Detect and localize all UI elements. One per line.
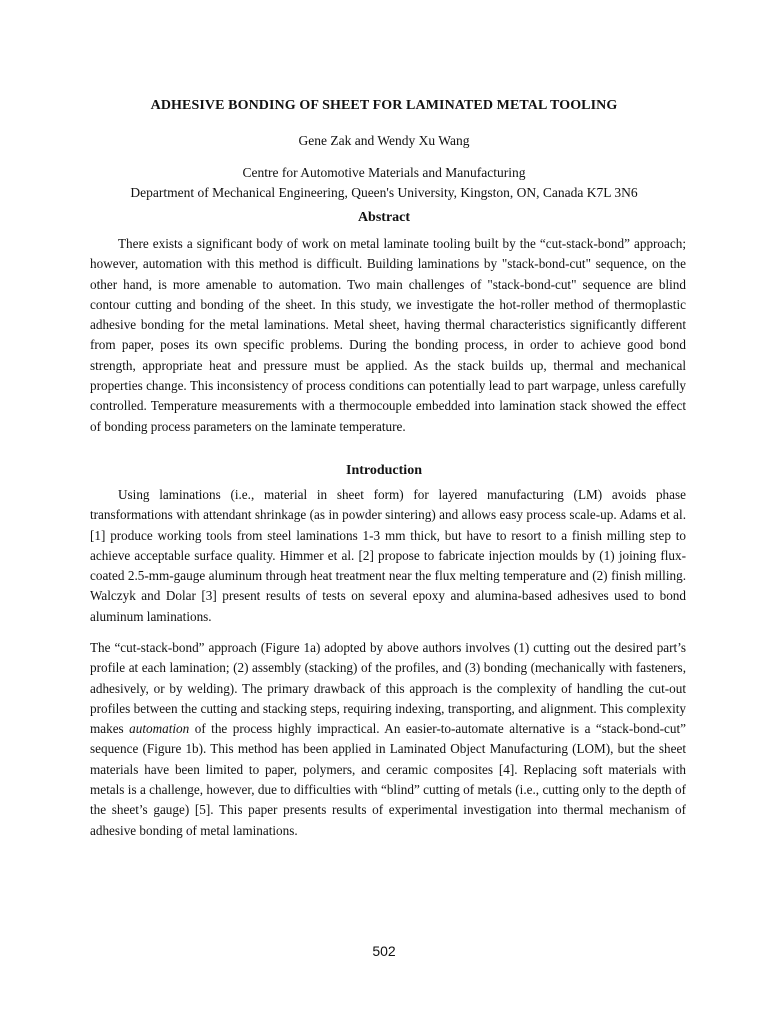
- paper-authors: Gene Zak and Wendy Xu Wang: [298, 133, 470, 148]
- automation-emphasis: automation: [129, 721, 190, 737]
- abstract-heading: Abstract: [357, 210, 411, 225]
- paper-title: ADHESIVE BONDING OF SHEET FOR LAMINATED METAL TOOLING: [150, 98, 618, 113]
- introduction-paragraph-2-part-1: The “cut-stack-bond” approach (Figure 1a) adopted by above authors involves (1) cutting out the desired part’s profile at each lamination; (2) assembly (stacking) of the profiles, and (3) bonding (mechanically with fasteners, adhesively, or by welding). The primary drawback of this approach is the complexity of handling the cut-out profiles between the cutting and stacking steps, requiring indexing, transporting, and alignment. This complexity makes: [90, 640, 686, 737]
- introduction-paragraph-2: [90, 638, 686, 841]
- introduction-heading: Introduction: [346, 463, 422, 478]
- page-number: 502: [372, 943, 396, 959]
- introduction-paragraph-1: Using laminations (i.e., material in sheet form) for layered manufacturing (LM) avoids phase transformations with attendant shrinkage (as in powder sintering) and allows easy process scale-up. Adams et al. [1] produce working tools from steel laminations 1-3 mm thick, but have to resort to a finish milling step to achieve acceptable surface quality. Himmer et al. [2] propose to fabricate injection moulds by (1) joining flux-coated 2.5-mm-gauge aluminum through heat treatment near the flux melting temperature and (2) finish milling. Walczyk and Dolar [3] present results of tests on several epoxy and alumina-based adhesives used to bond aluminum laminations.: [90, 487, 686, 624]
- affiliation-line-1: Centre for Automotive Materials and Manufacturing: [242, 165, 526, 180]
- affiliation-line-2: Department of Mechanical Engineering, Queen's University, Kingston, ON, Canada K7L 3N6: [130, 185, 638, 200]
- abstract-text: There exists a significant body of work on metal laminate tooling built by the “cut-stack-bond” approach; however, automation with this method is difficult. Building laminations by "stack-bond-cut" sequence, on the other hand, is more amenable to automation. Two main challenges of "stack-bond-cut" sequence are blind contour cutting and bonding of the sheet. In this study, we investigate the hot-roller method of thermoplastic adhesive bonding for the metal laminations. Metal sheet, having thermal characteristics significantly different from paper, poses its own specific problems. During the bonding process, in order to achieve good bond strength, appropriate heat and pressure must be applied. As the stack builds up, thermal and mechanical properties change. This inconsistency of process conditions can potentially lead to part warpage, unless carefully controlled. Temperature measurements with a thermocouple embedded into lamination stack showed the effect of bonding process parameters on the laminate temperature.: [90, 236, 686, 434]
- affiliation: [0, 163, 768, 203]
- introduction-paragraph-2-part-2: of the process highly impractical. An easier-to-automate alternative is a “stack-bond-cut” sequence (Figure 1b). This method has been applied in Laminated Object Manufacturing (LOM), but the sheet materials have been limited to paper, polymers, and ceramic composites [4]. Replacing soft materials with metals is a challenge, however, due to difficulties with “blind” cutting of metals (i.e., cutting only to the depth of the sheet’s gauge) [5]. This paper presents results of experimental investigation into thermal mechanism of adhesive bonding of metal laminations.: [90, 721, 686, 838]
